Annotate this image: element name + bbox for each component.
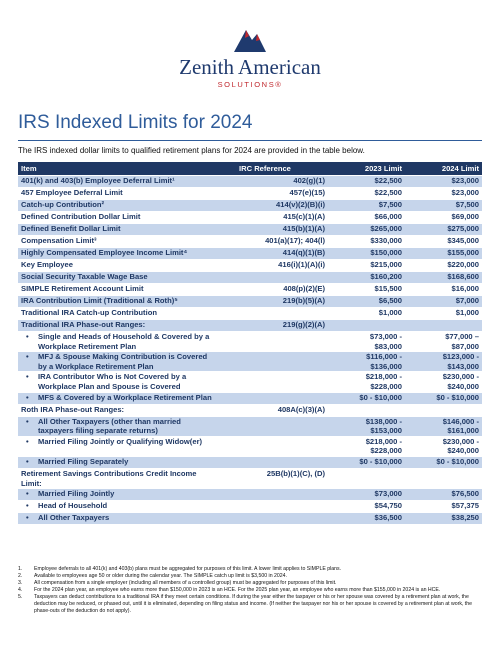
row-2024-limit: [405, 404, 482, 416]
row-item: [18, 320, 236, 332]
limit-value: $155,000: [447, 248, 479, 257]
col-header-2023-limit: 2023 Limit: [328, 162, 405, 176]
row-irc-reference: [236, 392, 328, 404]
limit-value: $138,000 -: [365, 416, 402, 426]
limit-value: $6,500: [378, 296, 402, 305]
limit-value: $230,000 -: [442, 436, 479, 446]
limit-value: $22,500: [374, 188, 402, 197]
row-item-label: Social Security Taxable Wage Base: [21, 272, 148, 281]
limit-value: $23,000: [451, 176, 479, 185]
limit-value: $16,000: [451, 284, 479, 293]
row-2024-limit: [405, 188, 482, 200]
limit-value-upper: $228,000: [370, 381, 402, 391]
row-item: [18, 272, 236, 284]
brand-subtitle: SOLUTIONS®: [217, 80, 283, 89]
limit-value: $218,000 -: [365, 372, 402, 382]
col-header-item: Item: [18, 162, 236, 176]
row-item-label-cont: by a Workplace Retirement Plan: [38, 361, 154, 371]
limit-value: $275,000: [447, 224, 479, 233]
table-row: [18, 272, 482, 284]
bullet-icon: •: [26, 392, 29, 402]
limit-value-upper: $83,000: [374, 341, 402, 351]
col-header-irc-reference: IRC Reference: [236, 162, 328, 176]
limit-value: $15,500: [374, 284, 402, 293]
row-item: [18, 224, 236, 236]
table-row: [18, 436, 482, 456]
row-2023-limit: [328, 404, 405, 416]
row-2024-limit: [405, 468, 482, 488]
row-2024-limit: [405, 416, 482, 436]
row-2023-limit: [328, 392, 405, 404]
table-row: [18, 489, 482, 501]
row-item: [18, 489, 236, 501]
row-2024-limit: [405, 272, 482, 284]
row-2023-limit: [328, 272, 405, 284]
row-irc-reference: [236, 489, 328, 501]
limit-value: $36,500: [374, 513, 402, 523]
limit-value: $0 - $10,000: [436, 392, 479, 402]
row-item-label-cont: Workplace Plan and Spouse is Covered: [38, 381, 181, 391]
footnote-number: 5.: [18, 594, 23, 600]
row-item-label-cont: Limit:: [21, 478, 42, 488]
row-item: [18, 308, 236, 320]
table-row: [18, 332, 482, 352]
row-2023-limit: [328, 456, 405, 468]
table-row: [18, 308, 482, 320]
bullet-icon: •: [26, 456, 29, 466]
row-2023-limit: [328, 513, 405, 525]
table-row: [18, 200, 482, 212]
table-row: [18, 456, 482, 468]
bullet-icon: •: [26, 436, 29, 446]
limit-value: $215,000: [370, 260, 402, 269]
bullet-icon: •: [26, 513, 29, 523]
row-item: [18, 404, 236, 416]
limit-value: $265,000: [370, 224, 402, 233]
limit-value: $57,375: [451, 501, 479, 511]
row-item-label: Traditional IRA Catch-up Contribution: [21, 308, 157, 317]
table-row: [18, 352, 482, 372]
row-irc-reference: [236, 436, 328, 456]
table-row: [18, 176, 482, 188]
limit-value: $168,600: [447, 272, 479, 281]
company-logo: [0, 0, 500, 100]
limit-value: $230,000 -: [442, 372, 479, 382]
row-irc-reference: 219(g)(2)(A): [236, 320, 328, 332]
row-irc-reference: [236, 456, 328, 468]
row-irc-reference: 25B(b)(1)(C), (D): [236, 468, 328, 488]
limits-table: [18, 162, 482, 524]
row-2023-limit: [328, 308, 405, 320]
row-irc-reference: [236, 372, 328, 392]
row-item: [18, 372, 236, 392]
table-row: [18, 260, 482, 272]
row-2024-limit: [405, 436, 482, 456]
footnote-text: For the 2024 plan year, an employee who earns more than $150,000 in 2023 is an HCE. For the 2025 plan year, an employee who earns more than $155,000 in 2024 is an HCE.: [34, 587, 441, 593]
row-irc-reference: 402(g)(1): [236, 176, 328, 188]
table-row: [18, 372, 482, 392]
row-2023-limit: [328, 236, 405, 248]
limit-value: $77,000 –: [445, 332, 479, 341]
footnote-number: 3.: [18, 580, 23, 586]
limit-value: $218,000 -: [365, 436, 402, 446]
row-item: [18, 176, 236, 188]
limit-value: $23,000: [451, 188, 479, 197]
row-item: [18, 284, 236, 296]
row-item: [18, 212, 236, 224]
row-2023-limit: [328, 501, 405, 513]
row-2024-limit: [405, 332, 482, 352]
row-item: [18, 260, 236, 272]
limit-value: $330,000: [370, 236, 402, 245]
row-2024-limit: [405, 456, 482, 468]
row-item: [18, 468, 236, 488]
brand-name: Zenith American: [179, 55, 321, 79]
row-irc-reference: [236, 501, 328, 513]
row-item-label: 401(k) and 403(b) Employee Deferral Limit¹: [21, 176, 175, 185]
limit-value: $1,000: [455, 308, 479, 317]
row-2024-limit: [405, 176, 482, 188]
row-irc-reference: 415(b)(1)(A): [236, 224, 328, 236]
row-item: [18, 501, 236, 513]
row-2024-limit: [405, 513, 482, 525]
limit-value: $54,750: [374, 501, 402, 511]
limit-value: $0 - $10,000: [359, 456, 402, 466]
row-item-label: Roth IRA Phase-out Ranges:: [21, 404, 125, 414]
col-header-2024-limit: 2024 Limit: [405, 162, 482, 176]
row-2024-limit: [405, 296, 482, 308]
footnote: [18, 566, 482, 573]
limit-value: $7,500: [455, 200, 479, 209]
row-item-label: Traditional IRA Phase-out Ranges:: [21, 320, 146, 329]
footnote-text: Available to employees age 50 or older during the calendar year. The SIMPLE catch up limit is $3,500 in 2024.: [34, 573, 287, 579]
intro-text: The IRS indexed dollar limits to qualified retirement plans for 2024 are provided in the table below.: [18, 146, 365, 155]
footnotes: [18, 566, 482, 615]
limit-value-upper: $143,000: [447, 361, 479, 371]
limit-value: $69,000: [451, 212, 479, 221]
row-2024-limit: [405, 352, 482, 372]
row-irc-reference: 457(e)(15): [236, 188, 328, 200]
footnote-number: 4.: [18, 587, 23, 593]
table-row: [18, 248, 482, 260]
row-item: [18, 436, 236, 456]
footnote-text: All compensation from a single employer (including all members of a controlled group) must be aggregated for purposes of this limit.: [34, 580, 337, 586]
limit-value-upper: $240,000: [447, 446, 479, 456]
row-item-label-cont: taxpayers filing separate returns): [38, 426, 158, 436]
row-2024-limit: [405, 372, 482, 392]
limit-value: $150,000: [370, 248, 402, 257]
row-2023-limit: [328, 200, 405, 212]
row-item-label: Head of Household: [38, 501, 108, 511]
row-2023-limit: [328, 188, 405, 200]
limit-value: $0 - $10,000: [359, 392, 402, 402]
row-2023-limit: [328, 212, 405, 224]
footnote: [18, 580, 482, 587]
limit-value: $22,500: [374, 176, 402, 185]
zenith-mountain-icon: [232, 22, 268, 54]
row-2024-limit: [405, 392, 482, 404]
row-item: [18, 332, 236, 352]
row-item-label: Defined Benefit Dollar Limit: [21, 224, 121, 233]
limit-value: $345,000: [447, 236, 479, 245]
row-2023-limit: [328, 436, 405, 456]
row-item-label: All Other Taxpayers (other than married: [38, 416, 181, 426]
row-2023-limit: [328, 176, 405, 188]
row-2024-limit: [405, 489, 482, 501]
table-row: [18, 212, 482, 224]
row-irc-reference: 408(p)(2)(E): [236, 284, 328, 296]
row-2023-limit: [328, 284, 405, 296]
limit-value: $7,000: [455, 296, 479, 305]
row-item-label: SIMPLE Retirement Account Limit: [21, 284, 144, 293]
row-2023-limit: [328, 224, 405, 236]
title-divider: [18, 140, 482, 141]
footnote: [18, 573, 482, 580]
limit-value: $73,000 -: [369, 332, 402, 341]
row-irc-reference: [236, 332, 328, 352]
limit-value: $116,000 -: [366, 352, 402, 362]
row-irc-reference: 219(b)(5)(A): [236, 296, 328, 308]
row-item-label: 457 Employee Deferral Limit: [21, 188, 123, 197]
table-row: [18, 404, 482, 416]
row-2024-limit: [405, 284, 482, 296]
row-2023-limit: [328, 296, 405, 308]
row-item-label: All Other Taxpayers: [38, 513, 110, 523]
row-item: [18, 236, 236, 248]
row-item-label: IRA Contributor Who is Not Covered by a: [38, 372, 187, 382]
row-item-label: Married Filing Jointly or Qualifying Widow(er): [38, 436, 203, 446]
limit-value: $146,000 -: [442, 416, 479, 426]
row-irc-reference: [236, 272, 328, 284]
row-irc-reference: 401(a)(17); 404(l): [236, 236, 328, 248]
bullet-icon: •: [26, 501, 29, 511]
limit-value: $1,000: [378, 308, 402, 317]
row-irc-reference: 415(c)(1)(A): [236, 212, 328, 224]
limit-value-upper: $240,000: [447, 381, 479, 391]
footnote: [18, 594, 482, 615]
row-item: [18, 456, 236, 468]
limit-value-upper: $228,000: [370, 446, 402, 456]
row-item-label: MFJ & Spouse Making Contribution is Covered: [38, 352, 208, 362]
row-item: [18, 200, 236, 212]
row-2024-limit: [405, 308, 482, 320]
bullet-icon: •: [26, 352, 29, 362]
row-item-label: Catch-up Contribution²: [21, 200, 105, 209]
limit-value: $160,200: [370, 272, 402, 281]
limit-value: $76,500: [451, 489, 479, 499]
row-irc-reference: 414(v)(2)(B)(i): [236, 200, 328, 212]
row-item: [18, 416, 236, 436]
row-2024-limit: [405, 236, 482, 248]
row-2023-limit: [328, 489, 405, 501]
row-2024-limit: [405, 248, 482, 260]
row-irc-reference: 414(q)(1)(B): [236, 248, 328, 260]
row-irc-reference: [236, 513, 328, 525]
footnote-number: 2.: [18, 573, 23, 579]
row-2023-limit: [328, 260, 405, 272]
row-item: [18, 248, 236, 260]
row-item: [18, 352, 236, 372]
table-row: [18, 284, 482, 296]
table-row: [18, 513, 482, 525]
row-item-label: Retirement Savings Contributions Credit Income: [21, 468, 197, 478]
table-row: [18, 416, 482, 436]
table-row: [18, 224, 482, 236]
row-2024-limit: [405, 212, 482, 224]
footnote-text: Employee deferrals to all 401(k) and 403(b) plans must be aggregated for purposes of this limit. A lower limit applies to SIMPLE plans.: [34, 566, 342, 572]
row-item-label: IRA Contribution Limit (Traditional & Roth)⁵: [21, 296, 178, 305]
row-2024-limit: [405, 260, 482, 272]
row-2024-limit: [405, 200, 482, 212]
row-irc-reference: 408A(c)(3)(A): [236, 404, 328, 416]
row-item: [18, 513, 236, 525]
table-row: [18, 392, 482, 404]
limit-value-upper: $161,000: [447, 426, 479, 436]
row-2023-limit: [328, 320, 405, 332]
limit-value: $66,000: [374, 212, 402, 221]
row-2023-limit: [328, 352, 405, 372]
row-2023-limit: [328, 416, 405, 436]
page-title: IRS Indexed Limits for 2024: [18, 112, 253, 133]
row-irc-reference: [236, 308, 328, 320]
row-item-label: Key Employee: [21, 260, 73, 269]
row-irc-reference: 416(i)(1)(A)(i): [236, 260, 328, 272]
row-item: [18, 296, 236, 308]
row-2024-limit: [405, 320, 482, 332]
row-item-label: Married Filing Separately: [38, 456, 129, 466]
table-row: [18, 188, 482, 200]
table-row: [18, 320, 482, 332]
row-2023-limit: [328, 468, 405, 488]
footnote-number: 1.: [18, 566, 23, 572]
row-item-label: Married Filing Jointly: [38, 489, 115, 499]
row-item-label-cont: Workplace Retirement Plan: [38, 341, 137, 351]
row-item-label: MFS & Covered by a Workplace Retirement Plan: [38, 392, 212, 402]
row-item-label: Compensation Limit³: [21, 236, 97, 245]
row-item-label: Defined Contribution Dollar Limit: [21, 212, 141, 221]
row-irc-reference: [236, 352, 328, 372]
row-2023-limit: [328, 248, 405, 260]
bullet-icon: •: [26, 372, 29, 382]
limit-value: $220,000: [447, 260, 479, 269]
row-item-label: Single and Heads of Household & Covered by a: [38, 332, 210, 341]
limits-table-body: [18, 176, 482, 525]
row-2023-limit: [328, 332, 405, 352]
bullet-icon: •: [26, 489, 29, 499]
limit-value: $123,000 -: [442, 352, 479, 362]
limit-value-upper: $136,000: [370, 361, 402, 371]
table-row: [18, 296, 482, 308]
row-item: [18, 392, 236, 404]
footnote: [18, 587, 482, 594]
row-item: [18, 188, 236, 200]
row-2024-limit: [405, 224, 482, 236]
row-2023-limit: [328, 372, 405, 392]
table-row: [18, 236, 482, 248]
limit-value-upper: $153,000: [370, 426, 402, 436]
limit-value: $73,000: [374, 489, 402, 499]
bullet-icon: •: [26, 332, 29, 341]
table-header-row: [18, 162, 482, 176]
row-2024-limit: [405, 501, 482, 513]
limit-value: $7,500: [378, 200, 402, 209]
bullet-icon: •: [26, 416, 29, 426]
table-row: [18, 468, 482, 488]
table-row: [18, 501, 482, 513]
row-item-label: Highly Compensated Employee Income Limit⁴: [21, 248, 188, 257]
limit-value: $0 - $10,000: [436, 456, 479, 466]
footnote-text: Taxpayers can deduct contributions to a traditional IRA if they meet certain conditions. If during the year either the taxpayer or his or her spouse was covered by a retirement plan at work, the deduction may be reduced, or phased out, until it is eliminated, depending on filing status and income. (If neither the taxpayer nor his or her spouse is covered by a retirement plan at work, the phase-outs of the deduction do not apply).: [34, 594, 473, 614]
limit-value-upper: $87,000: [451, 341, 479, 351]
row-irc-reference: [236, 416, 328, 436]
limit-value: $38,250: [451, 513, 479, 523]
